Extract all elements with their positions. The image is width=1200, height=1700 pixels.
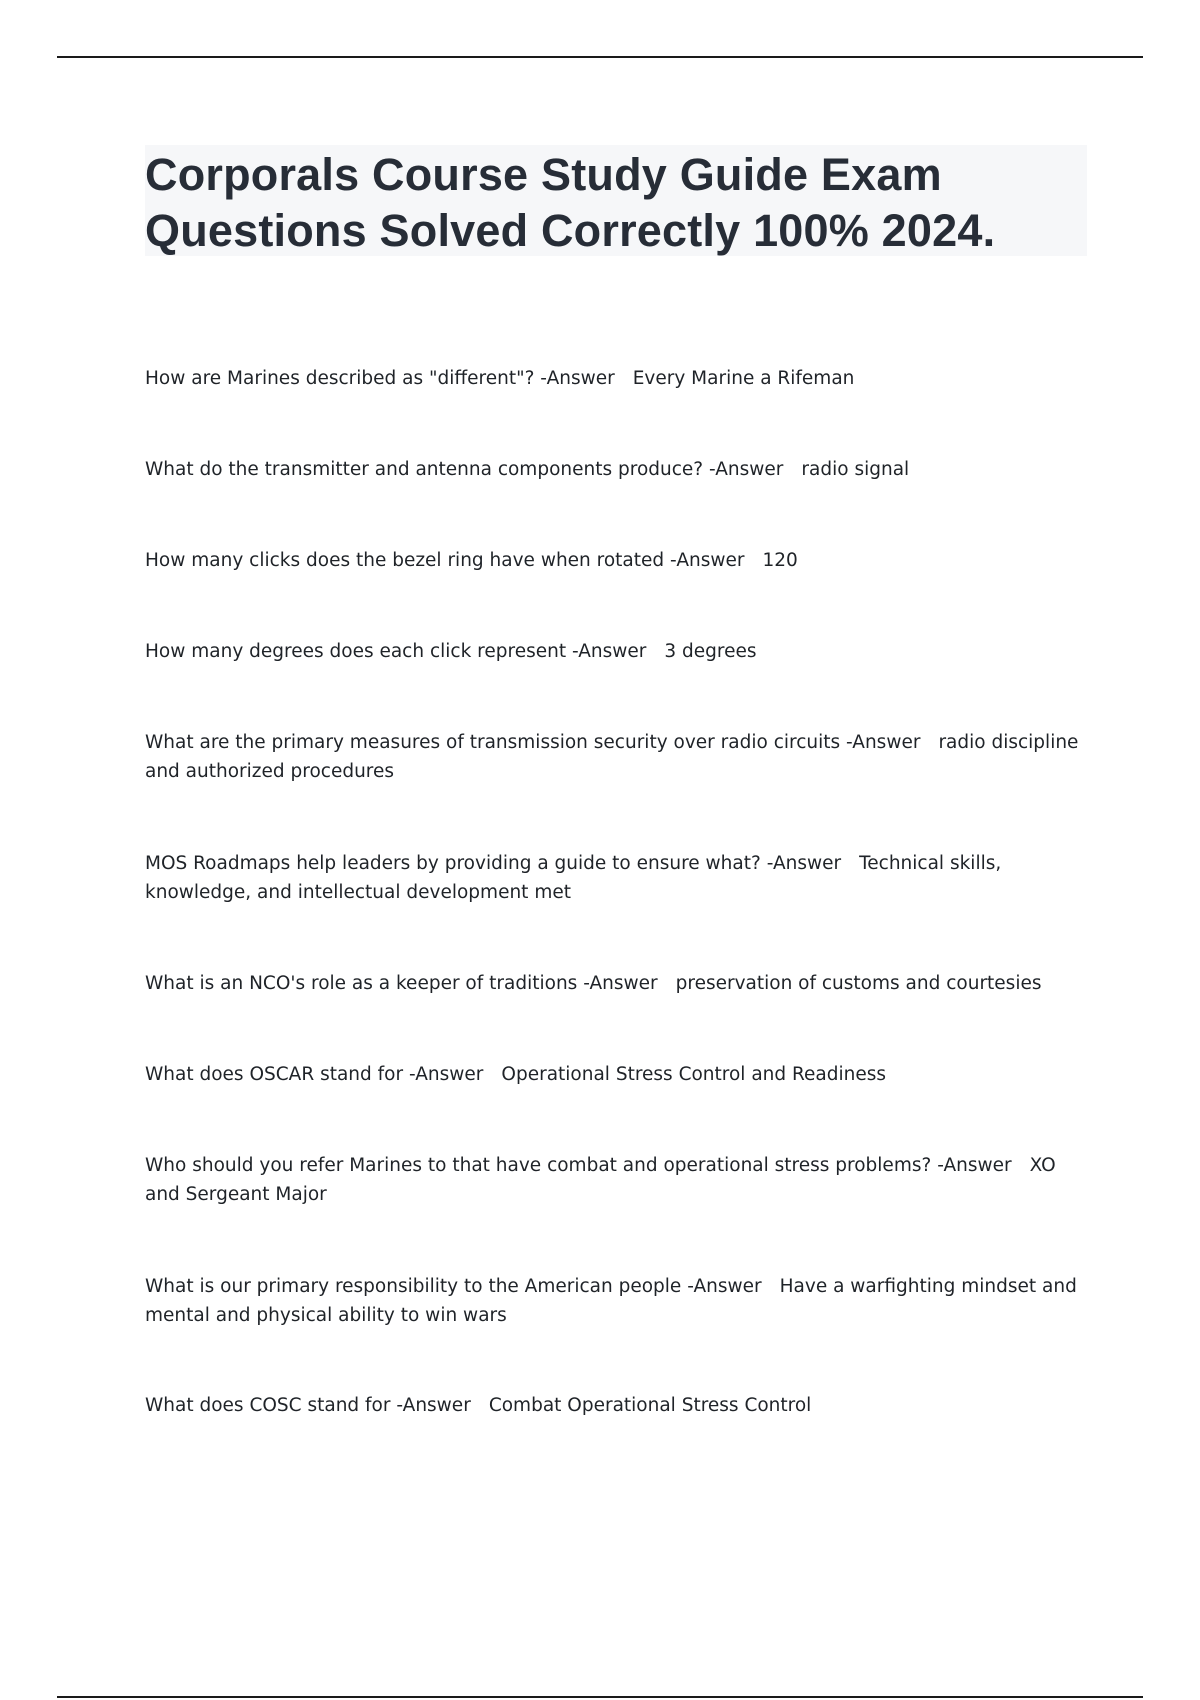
answer-text: radio discipline and authorized procedures <box>145 731 1079 782</box>
answer-text: Operational Stress Control and Readiness <box>501 1063 887 1085</box>
question-text: What do the transmitter and antenna components produce? <box>145 458 704 480</box>
answer-marker: -Answer <box>571 640 647 662</box>
qa-item <box>145 1272 1085 1330</box>
question-text: What is our primary responsibility to the American people <box>145 1275 682 1297</box>
question-text: How are Marines described as "different"? <box>145 367 535 389</box>
answer-text: XO and Sergeant Major <box>145 1154 1056 1205</box>
title-line-2: Questions Solved Correctly 100% 2024. <box>145 205 996 256</box>
question-text: Who should you refer Marines to that have combat and operational stress problems? <box>145 1154 932 1176</box>
qa-item <box>145 455 1085 484</box>
answer-marker: -Answer <box>709 458 784 480</box>
qa-item <box>145 546 1085 575</box>
bottom-rule <box>57 1696 1143 1698</box>
document-title <box>145 145 1087 259</box>
qa-item <box>145 728 1085 786</box>
answer-marker: -Answer <box>687 1275 762 1297</box>
qa-item <box>145 1060 1085 1089</box>
title-line-1: Corporals Course Study Guide Exam <box>145 149 942 200</box>
answer-text: preservation of customs and courtesies <box>675 972 1042 994</box>
answer-text: Technical skills, knowledge, and intellectual development met <box>145 852 1002 903</box>
qa-item <box>145 364 1085 393</box>
question-text: What are the primary measures of transmission security over radio circuits <box>145 731 841 753</box>
answer-marker: -Answer <box>583 972 658 994</box>
answer-text: 120 <box>762 549 798 571</box>
qa-item <box>145 1391 1085 1420</box>
top-rule <box>57 56 1143 58</box>
qa-item <box>145 637 1085 666</box>
qa-item <box>145 969 1085 998</box>
question-text: MOS Roadmaps help leaders by providing a guide to ensure what? <box>145 852 761 874</box>
answer-marker: -Answer <box>540 367 615 389</box>
answer-marker: -Answer <box>846 731 921 753</box>
qa-item <box>145 1151 1085 1209</box>
answer-marker: -Answer <box>670 549 745 571</box>
answer-text: Combat Operational Stress Control <box>488 1394 812 1416</box>
answer-marker: -Answer <box>766 852 842 874</box>
question-text: What does OSCAR stand for <box>145 1063 404 1085</box>
qa-item <box>145 849 1085 907</box>
title-block <box>145 145 1087 256</box>
answer-marker: -Answer <box>396 1394 471 1416</box>
question-text: How many degrees does each click represent <box>145 640 567 662</box>
answer-marker: -Answer <box>937 1154 1012 1176</box>
answer-text: Have a warfighting mindset and mental and physical ability to win wars <box>145 1275 1077 1326</box>
answer-text: Every Marine a Rifeman <box>632 367 855 389</box>
question-text: What does COSC stand for <box>145 1394 391 1416</box>
answer-text: radio signal <box>801 458 910 480</box>
answer-text: 3 degrees <box>664 640 757 662</box>
question-text: How many clicks does the bezel ring have when rotated <box>145 549 665 571</box>
answer-marker: -Answer <box>408 1063 484 1085</box>
question-text: What is an NCO's role as a keeper of traditions <box>145 972 578 994</box>
